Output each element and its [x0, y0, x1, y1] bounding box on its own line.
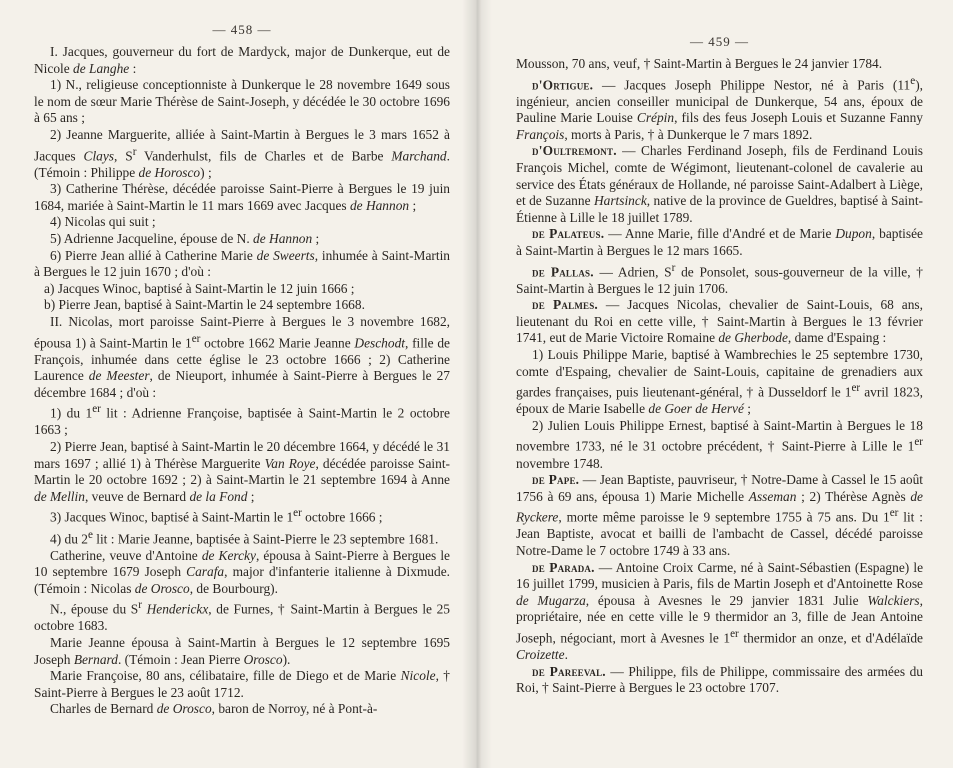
paragraph: b) Pierre Jean, baptisé à Saint-Martin le 24 septembre 1668.: [44, 297, 365, 313]
paragraph: 3) Catherine Thérèse, décédée paroisse Saint-Pierre à Bergues le 19 juin 1684, mariée à Saint-Martin le 11 mars 1669 avec Jacques de Hannon ;: [34, 181, 450, 213]
paragraph: 2) Julien Louis Philippe Ernest, baptisé à Saint-Martin à Bergues le 18 novembre 1733, né le 31 octobre précédent, † Saint-Pierre à Lille le 1er novembre 1748.: [516, 417, 923, 471]
paragraph: 2) Pierre Jean, baptisé à Saint-Martin le 20 décembre 1664, y décédé le 31 mars 1697 ; allié 1) à Thérèse Marguerite Van Roye, décédée paroisse Saint-Martin le 20 octobre 1692 ; 2) à Saint-Martin le 21 septembre 1694 à Anne de Mellin, veuve de Bernard de la Fond ;: [34, 439, 450, 504]
paragraph: 6) Pierre Jean allié à Catherine Marie de Sweerts, inhumée à Saint-Martin à Bergues le 12 juin 1670 ; d'où :: [34, 247, 450, 280]
paragraph: d'Oultremont. — Charles Ferdinand Joseph, fils de Ferdinand Louis François Michel, comte de Wégimont, lieutenant-colonel de cavalerie au service des États généraux de Hollande, né paroisse Saint-Adalbert à Liège, et de Suzanne Hartsinck, native de la province de Gueldres, baptisé à Saint-Étienne à Lille le 18 juillet 1789.: [516, 143, 923, 225]
paragraph: I. Jacques, gouverneur du fort de Mardyck, major de Dunkerque, eut de Nicole de Langhe :: [34, 44, 450, 76]
paragraph: Catherine, veuve d'Antoine de Kercky, épousa à Saint-Pierre à Bergues le 10 septembre 1679 Joseph Carafa, major d'infanterie italienne à Dixmude. (Témoin : Nicolas de Orosco, de Bourbourg).: [34, 547, 450, 596]
paragraph: de Palateus. — Anne Marie, fille d'André et de Marie Dupon, baptisée à Saint-Martin à Bergues le 12 mars 1665.: [516, 226, 924, 258]
right-page-body: [516, 56, 923, 697]
paragraph: Marie Françoise, 80 ans, célibataire, fille de Diego et de Marie Nicole, † Saint-Pierre à Bergues le 23 août 1712.: [34, 668, 450, 700]
paragraph: II. Nicolas, mort paroisse Saint-Pierre à Bergues le 3 novembre 1682, épousa 1) à Saint-Martin le 1er octobre 1662 Marie Jeanne Deschodt, fille de François, inhumée dans cette église le 23 octobre 1666 ; 2) Catherine Laurence de Meester, de Nieuport, inhumée à Saint-Pierre à Bergues le 27 décembre 1684 ; d'où :: [34, 313, 450, 400]
paragraph: Mousson, 70 ans, veuf, † Saint-Martin à Bergues le 24 janvier 1784.: [516, 56, 883, 71]
right-page: [476, 0, 953, 768]
paragraph: 4) du 2e lit : Marie Jeanne, baptisée à Saint-Pierre le 23 septembre 1681.: [50, 528, 439, 546]
paragraph: de Parada. — Antoine Croix Carme, né à Saint-Sébastien (Espagne) le 16 juillet 1799, musicien à Paris, fils de Martin Joseph et d'Antoinette Rose de Mugarza, épousa à Avesnes le 29 janvier 1831 Julie Walckiers, propriétaire, née en cette ville le 9 thermidor an 3, fille de Jean Antoine Joseph, négociant, mort à Avesnes le 1er thermidor an onze, et d'Adélaïde Croizette.: [516, 559, 924, 662]
paragraph: de Pallas. — Adrien, $S^r$ de Ponsolet, sous-gouverneur de la ville, † Saint-Martin à Bergues le 12 juin 1706.: [516, 261, 923, 296]
paragraph: de Palmes. — Jacques Nicolas, chevalier de Saint-Louis, 68 ans, lieutenant du Roi en cette ville, † Saint-Martin à Bergues le 13 février 1741, eut de Marie Victoire Romaine de Gherbode, dame d'Espaing :: [516, 297, 923, 346]
right-page-number: — 459 —: [690, 34, 749, 49]
paragraph: Charles de Bernard de Orosco, baron de Norroy, né à Pont-à-: [50, 701, 378, 717]
paragraph: 2) Jeanne Marguerite, alliée à Saint-Martin à Bergues le 3 mars 1652 à Jacques Clays, $S^r$ Vanderhulst, fils de Charles et de Barbe Marchand. (Témoin : Philippe de Horosco) ;: [34, 126, 450, 180]
paragraph: 5) Adrienne Jacqueline, épouse de N. de Hannon ;: [50, 231, 320, 246]
paragraph: de Pape. — Jean Baptiste, pauvriseur, † Notre-Dame à Cassel le 15 août 1756 à 69 ans, épousa 1) Marie Michelle Asseman ; 2) Thérèse Agnès de Ryckere, morte même paroisse le 9 septembre 1755 à 75 ans. Du 1er lit : Jean Baptiste, avocat et bailli de l'ambacht de Cassel, décédé paroisse Notre-Dame le 7 octobre 1749 à 33 ans.: [516, 472, 923, 558]
paragraph: d'Ortigue. — Jacques Joseph Philippe Nestor, né à Paris (11e), ingénieur, ancien conseiller municipal de Dunkerque, 54 ans, époux de Pauline Marie Louise Crépin, fils des feus Joseph Louis et Suzanne Fanny François, morts à Paris, † à Dunkerque le 7 mars 1892.: [516, 74, 923, 142]
paragraph: 3) Jacques Winoc, baptisé à Saint-Martin le 1er octobre 1666 ;: [50, 507, 383, 525]
paragraph: 1) N., religieuse conceptionniste à Dunkerque le 28 novembre 1649 sous le nom de sœur Marie Thérèse de Saint-Joseph, y décédée le 30 octobre 1696 à 65 ans ;: [34, 77, 450, 126]
left-page-number: — 458 —: [212, 22, 272, 37]
left-page: [0, 0, 476, 768]
paragraph: N., épouse du $S^r$ Henderickx, de Furnes, † Saint-Martin à Bergues le 25 octobre 1683.: [34, 599, 451, 634]
paragraph: Marie Jeanne épousa à Saint-Martin à Bergues le 12 septembre 1695 Joseph Bernard. (Témoin : Jean Pierre Orosco).: [34, 635, 450, 667]
left-page-body: [34, 44, 450, 718]
paragraph: 1) Louis Philippe Marie, baptisé à Wambrechies le 25 septembre 1730, comte d'Espaing, chevalier de Saint-Louis, capitaine de grenadiers aux gardes françaises, puis lieutenant-général, † à Dusseldorf le 1er avril 1823, époux de Marie Isabelle de Goer de Hervé ;: [516, 347, 923, 417]
paragraph: 1) du 1er lit : Adrienne Françoise, baptisée à Saint-Martin le 2 octobre 1663 ;: [34, 403, 450, 438]
paragraph: 4) Nicolas qui suit ;: [50, 214, 156, 230]
paragraph: de Pareeval. — Philippe, fils de Philippe, commissaire des armées du Roi, † Saint-Pierre à Bergues le 23 octobre 1707.: [516, 663, 924, 696]
paragraph: a) Jacques Winoc, baptisé à Saint-Martin le 12 juin 1666 ;: [44, 280, 355, 296]
